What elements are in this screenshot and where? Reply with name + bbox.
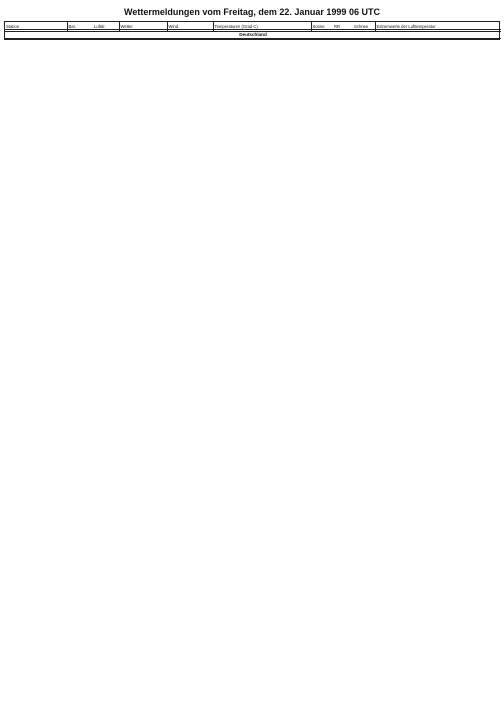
column-header: Bar. <box>67 22 93 30</box>
page-title: Wettermeldungen vom Freitag, dem 22. Januar 1999 06 UTC <box>124 7 380 17</box>
column-header: Schnee <box>353 22 375 30</box>
table-body <box>5 32 501 39</box>
column-header: Wetter <box>119 22 167 30</box>
header-row-1 <box>5 22 501 30</box>
column-header: Luftdr. <box>93 22 119 30</box>
column-header: RR <box>333 22 353 30</box>
column-header: Station <box>5 22 67 30</box>
column-header: Wind <box>167 22 213 30</box>
column-header: Temperaturen (Grad C) <box>213 22 311 30</box>
section-label: Deutschland <box>5 32 501 39</box>
column-header: Extremwerte der Lufttemperatur <box>375 22 501 30</box>
column-header: Sonne <box>311 22 333 30</box>
section-row <box>5 32 501 39</box>
weather-table-frame <box>4 21 500 40</box>
weather-table <box>5 22 501 39</box>
